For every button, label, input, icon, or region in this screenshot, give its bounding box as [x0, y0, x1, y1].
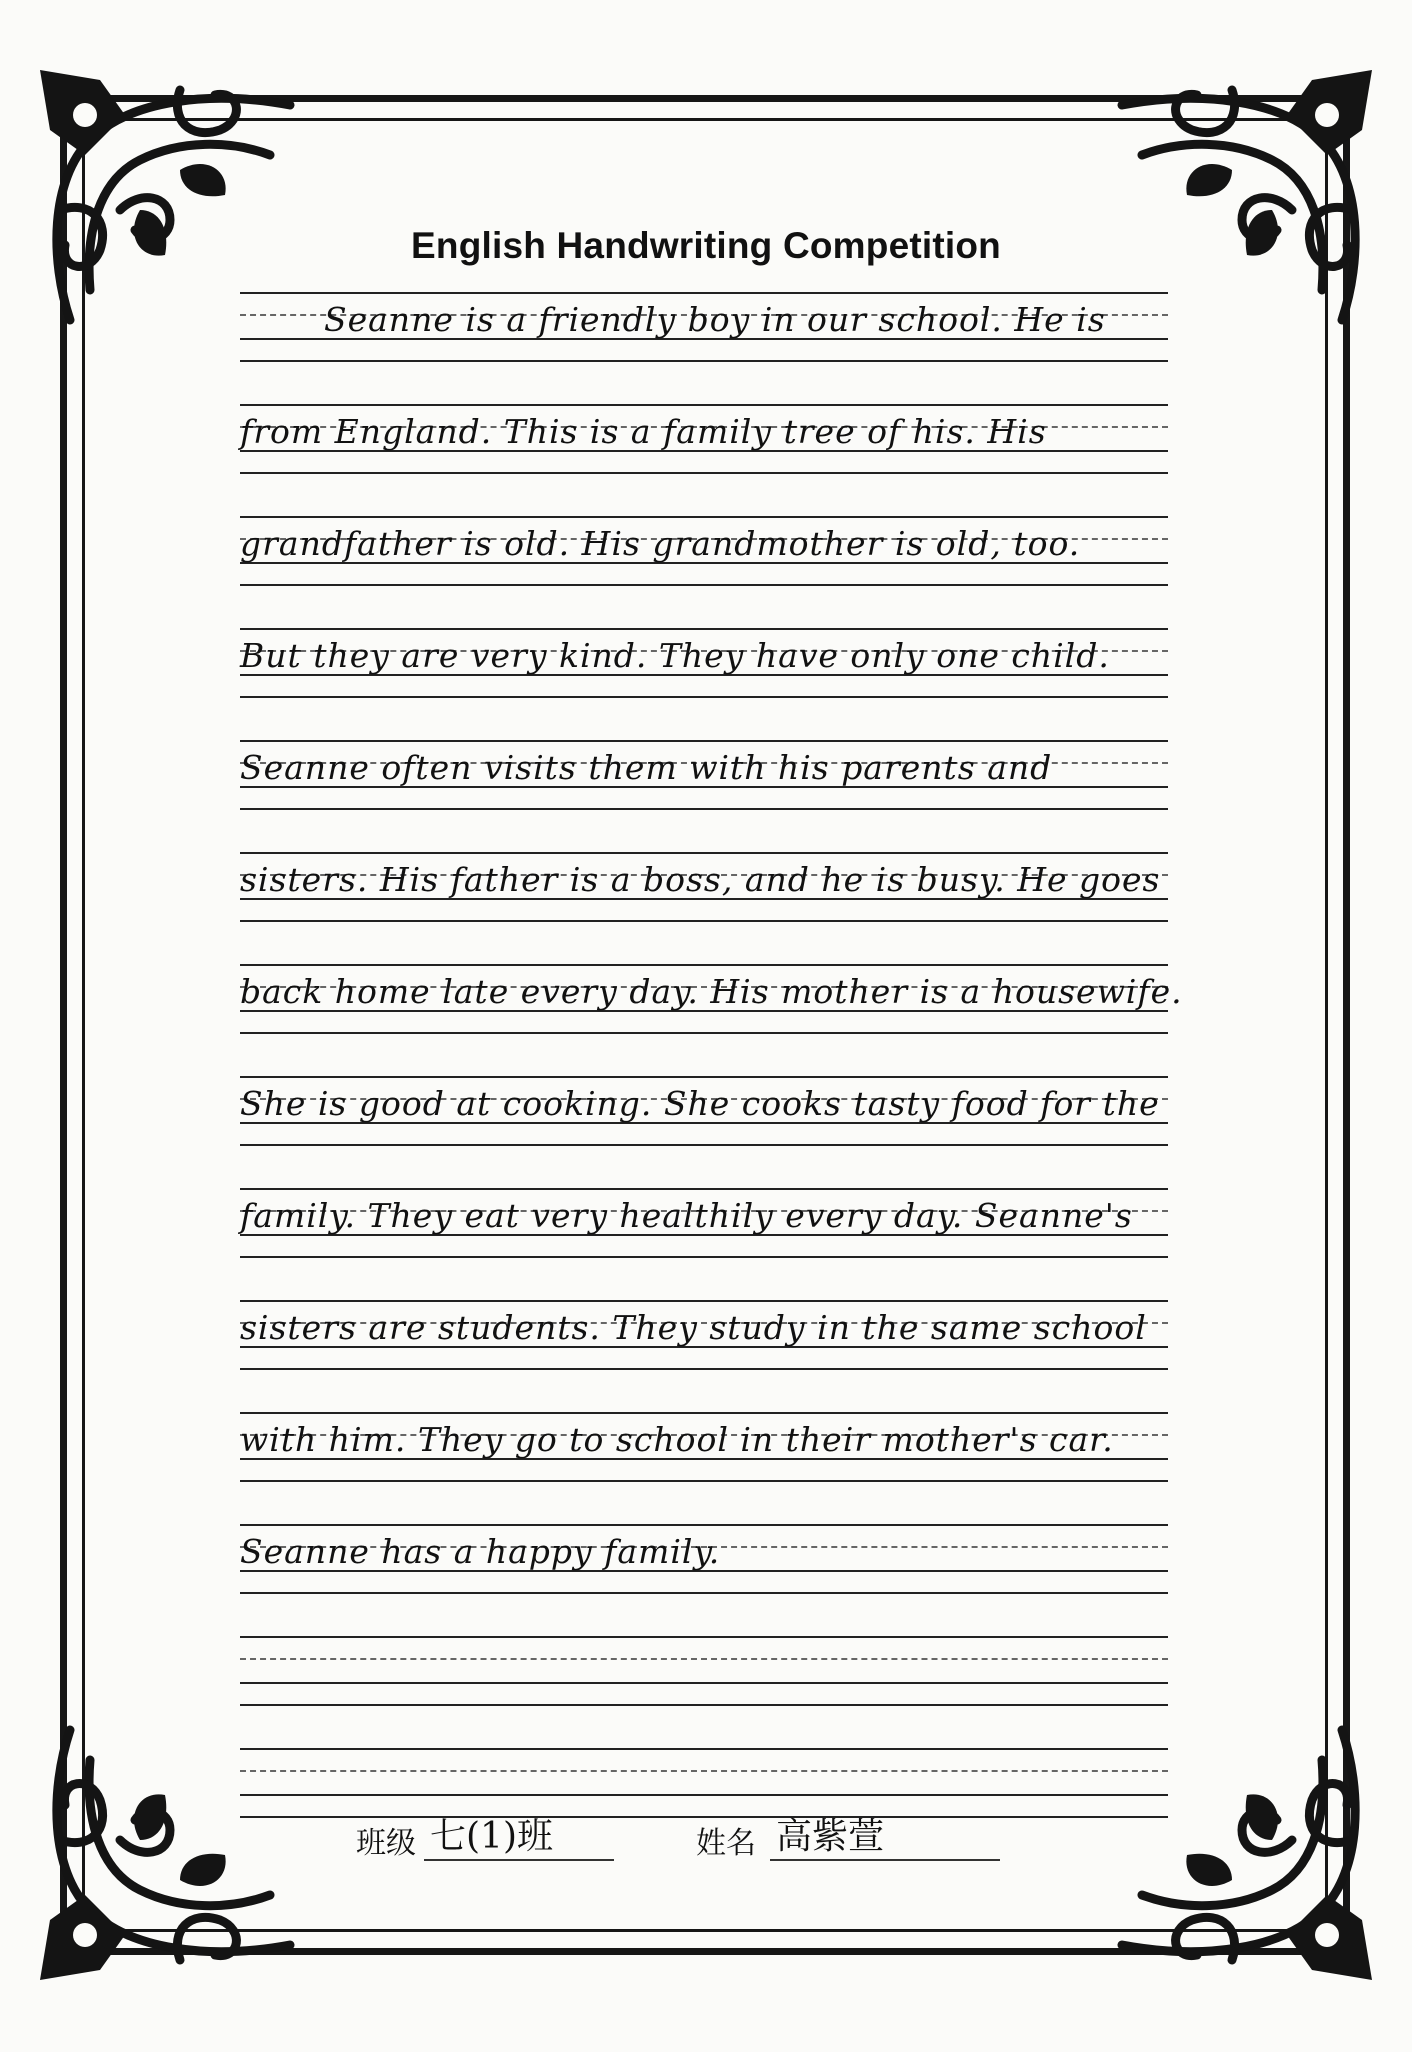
footer-fields	[0, 1800, 1412, 1860]
writing-row	[240, 958, 1183, 1070]
writing-row	[240, 1182, 1168, 1294]
handwritten-line: from England. This is a family tree of his. His	[240, 412, 1047, 451]
handwritten-line: family. They eat very healthily every day. Seanne's	[240, 1196, 1133, 1235]
writing-row	[240, 1070, 1168, 1182]
writing-row	[240, 622, 1168, 734]
handwritten-line: Seanne often visits them with his parents and	[240, 748, 1053, 787]
class-label: 班级	[356, 1826, 416, 1861]
page-title: English Handwriting Competition	[411, 225, 1001, 266]
class-value: 七(1)班	[424, 1808, 614, 1861]
handwritten-line: Seanne has a happy family.	[240, 1532, 721, 1571]
writing-row	[240, 398, 1168, 510]
handwritten-line: grandfather is old. His grandmother is old, too.	[240, 524, 1081, 563]
writing-row	[240, 286, 1168, 398]
writing-row	[240, 1630, 1168, 1742]
writing-row	[240, 1518, 1168, 1630]
handwritten-line: back home late every day. His mother is a housewife.	[240, 972, 1183, 1011]
name-label: 姓名	[696, 1826, 756, 1861]
writing-row	[240, 734, 1168, 846]
handwritten-line: Seanne is a friendly boy in our school. He is	[324, 300, 1106, 339]
handwritten-line: But they are very kind. They have only one child.	[240, 636, 1110, 675]
handwritten-line: She is good at cooking. She cooks tasty food for the	[240, 1084, 1160, 1123]
handwritten-line: sisters. His father is a boss, and he is busy. He goes	[240, 860, 1161, 899]
handwritten-line: sisters are students. They study in the same school	[240, 1308, 1147, 1347]
writing-row	[240, 1294, 1168, 1406]
writing-row	[240, 1406, 1168, 1518]
handwritten-line: with him. They go to school in their mother's car.	[240, 1420, 1114, 1459]
writing-row	[240, 846, 1168, 958]
name-value: 高紫萱	[770, 1808, 1000, 1861]
writing-row	[240, 510, 1168, 622]
